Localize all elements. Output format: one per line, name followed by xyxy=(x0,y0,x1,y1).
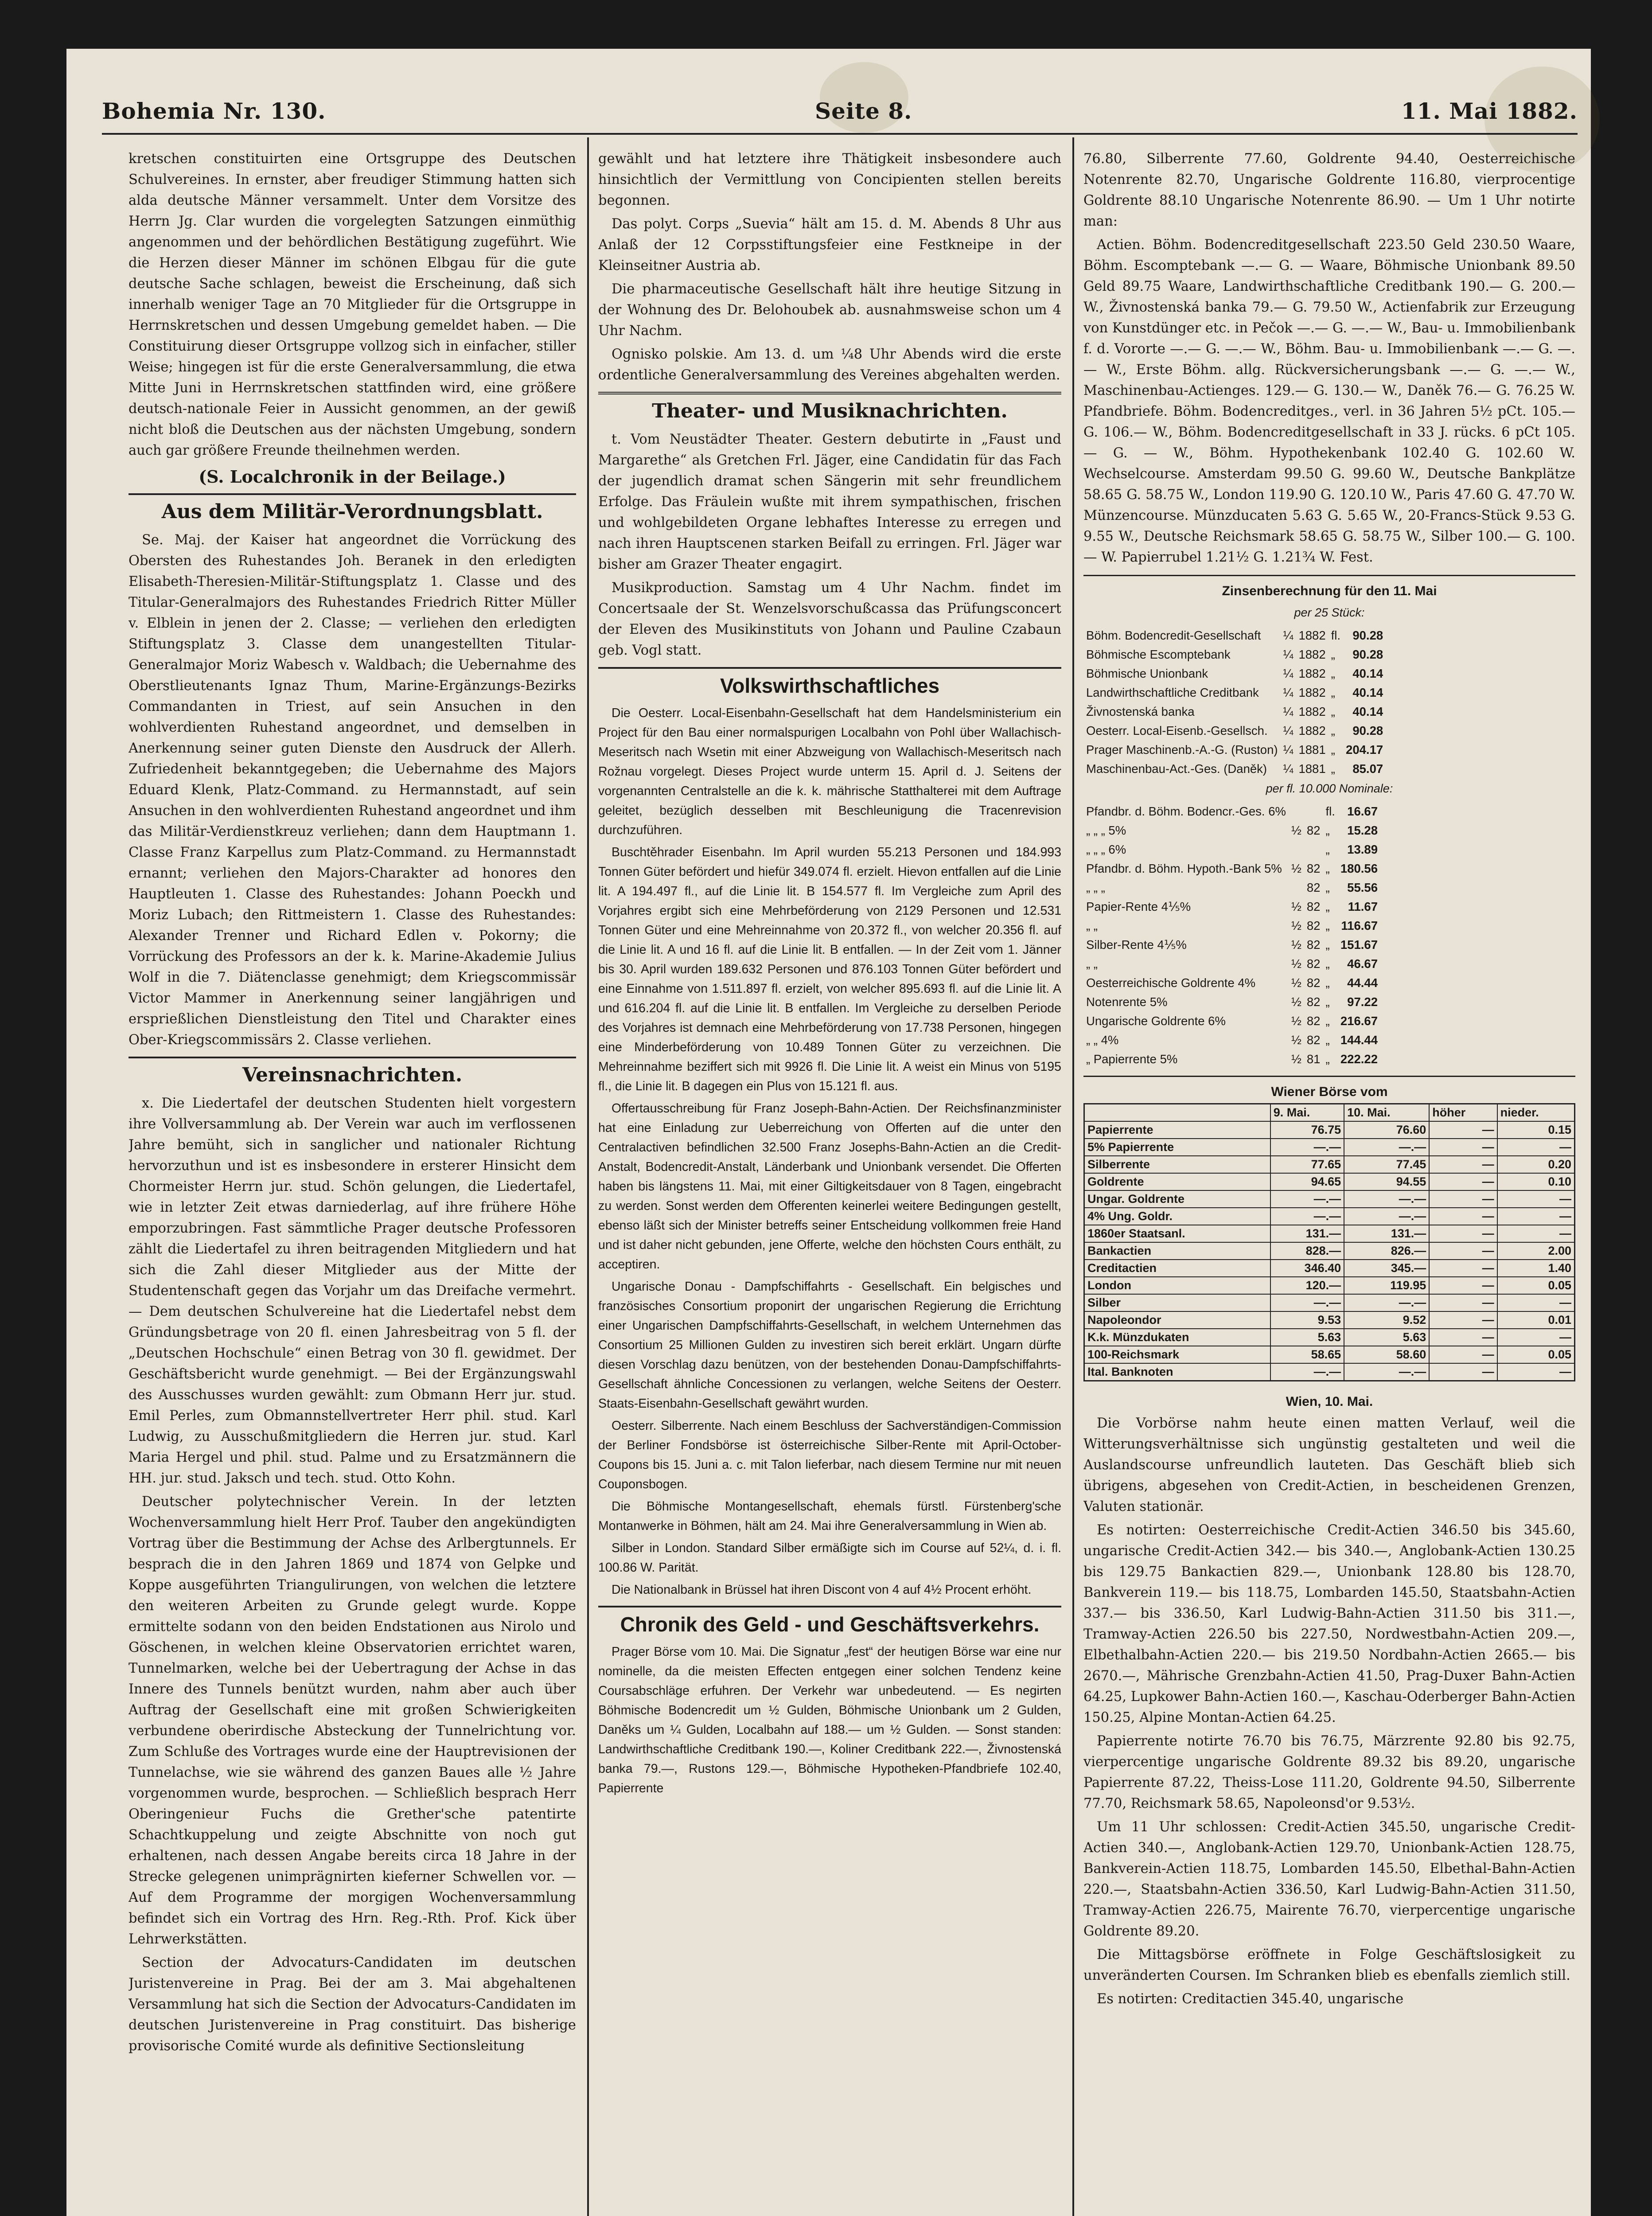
boerse-value: 94.65 xyxy=(1270,1173,1344,1190)
zinsen-value: 90.28 xyxy=(1352,648,1383,661)
boerse-value: —.— xyxy=(1344,1363,1429,1381)
zinsen-value: ½ xyxy=(1291,995,1301,1009)
boerse-value: 9.52 xyxy=(1344,1311,1429,1329)
section-heading-militaer: Aus dem Militär-Verordnungsblatt. xyxy=(129,493,576,524)
boerse-value: —.— xyxy=(1344,1190,1429,1208)
boerse-value: —.— xyxy=(1344,1139,1429,1156)
paragraph: Die Mittagsbörse eröffnete in Folge Geschäftslosigkeit zu unveränderten Coursen. Im Schranken blieb es ebenfalls ziemlich still. xyxy=(1083,1947,1575,1983)
boerse-value: — xyxy=(1497,1363,1575,1381)
zinsen-value: „ xyxy=(1325,995,1330,1009)
zinsen-value: 82 xyxy=(1306,862,1321,875)
boerse-row xyxy=(1084,1294,1575,1311)
zinsen-row xyxy=(1083,721,1386,740)
zinsen-value: ½ xyxy=(1291,1052,1301,1066)
paragraph: Buschtěhrader Eisenbahn. Im April wurden 55.213 Personen und 184.993 Tonnen Güter befördert und hiefür 349.074 fl. erzielt. Hievon entfallen auf die Linie lit. A 194.497 fl., auf die Linie lit. B 154.577 fl. Im Vergleiche zum April des Vorjahres ergibt sich eine Mehrbeförderung von 2129 Personen und 12.531 Tonnen Güter und eine Mehreinnahme von 20.372 fl., von welcher 20.356 fl. auf die Linie lit. A und 16 fl. auf die Linie lit. B entfallen. — In der Zeit vom 1. Jänner bis 30. April wurden 189.632 Personen und 876.103 Tonnen Güter befördert und eine Einnahme von 1.511.897 fl. erzielt, von welcher 895.693 fl. auf die Linie lit. A und 616.204 fl. auf die Linie lit. B entfallen. Im Vergleiche zu derselben Periode des Vorjahres ist demnach eine Mehrbeförderung von 17.738 Personen, hingegen eine Minderbeförderung von 10.489 Tonnen Güter zu verzeichnen. Die Mehreinnahme beziffert sich mit 9926 fl. Die Linie lit. A weist ein Minus von 5195 fl., die Linie lit. B dagegen ein Plus von 15.121 fl. aus. xyxy=(598,845,1061,1093)
paragraph: Die Vorbörse nahm heute einen matten Verlauf, weil die Witterungsverhältnisse sich ungünstig gestalteten und weil die Auslandscourse unfreundlich lauteten. Das Geschäft blieb sich übrigens, abgesehen von Credit-Actien, in bescheidenen Grenzen, Valuten stationär. xyxy=(1083,1416,1575,1514)
zinsen-value: 40.14 xyxy=(1352,667,1383,680)
boerse-value: 94.55 xyxy=(1344,1173,1429,1190)
paragraph: t. Vom Neustädter Theater. Gestern debutirte in „Faust und Margarethe“ als Gretchen Frl. Jäger, eine Candidatin für das Fach der jugendlich dramat schen Sängerin mit sehr freundlichem Erfolge. Das Fräulein wußte mit ihrem sympathischen, frischen und wohlgebildeten Organe lebhaftes Interesse zu erregen und nach ihren Hauptscenen starken Beifall zu erringen. Frl. Jäger war bisher am Grazer Theater engagirt. xyxy=(598,432,1061,572)
security-name: „ „ „ 5% xyxy=(1086,823,1126,837)
paragraph: Actien. Böhm. Bodencreditgesellschaft 223.50 Geld 230.50 Waare, Böhm. Escomptebank —.— G. — Waare, Böhmische Unionbank 89.50 Geld 89.75 Waare, Landwirthschaftliche Creditbank 190.— G. 200.— W., Živnostenská banka 79.— G. 79.50 W., Actienfabrik zur Erzeugung von Kunstdünger etc. in Pečok —.— G. —.— W., Bau- u. Immobilienbank f. d. Vororte —.— G. —.— W., Böhm. Bau- u. Immobilienbank —.— G. —.— W., Erste Böhm. allg. Rückversicherungsbank —.— G. —.— W., Maschinenbau-Actienges. 129.— G. 130.— W., Daněk 76.— G. 76.25 W. Pfandbriefe. Böhm. Bodencreditges., verl. in 36 Jahren 5½ pCt. 105.— G. 106.— W., Böhm. Bodencreditgesellschaft in 33 J. rücks. 6 pCt 105.— G. — W., Böhm. Hypothekenbank 102.40 G. 102.60 W. Wechselcourse. Amsterdam 99.50 G. 99.60 W., Deutsche Bankplätze 58.65 G. 58.75 W., London 119.90 G. 120.10 W., Paris 47.60 G. 47.70 W. Münzencourse. Münzducaten 5.63 G. 5.65 W., 20-Francs-Stück 9.53 G. 9.55 W., Deutsche Reichsmark 58.65 G. 58.75 W., Silber 100.— G. 100.— W. Papierrubel 1.21½ G. 1.21¾ W. Fest. xyxy=(1083,237,1575,565)
zinsen-value: „ xyxy=(1331,762,1335,776)
zinsen-value: ¼ xyxy=(1283,667,1294,680)
zinsen-value: „ xyxy=(1325,843,1330,856)
column-1 xyxy=(129,148,576,2216)
boerse-row xyxy=(1084,1277,1575,1294)
zinsen-value: 82 xyxy=(1306,957,1321,971)
zinsen-value: 15.28 xyxy=(1347,823,1378,837)
boerse-row xyxy=(1084,1225,1575,1242)
boerse-row xyxy=(1084,1156,1575,1173)
zinsen-value: „ xyxy=(1325,823,1330,837)
zinsen-row xyxy=(1083,935,1380,954)
security-name: Landwirthschaftliche Creditbank xyxy=(1086,686,1259,699)
security-name: Papier-Rente 4⅕% xyxy=(1086,900,1191,913)
zinsen-subtitle-2: per fl. 10.000 Nominale: xyxy=(1266,782,1393,795)
zinsen-row xyxy=(1083,1049,1380,1069)
boerse-security: London xyxy=(1084,1277,1270,1294)
boerse-security: K.k. Münzdukaten xyxy=(1084,1329,1270,1346)
boerse-header-cell: 9. Mai. xyxy=(1270,1104,1344,1122)
boerse-value: —.— xyxy=(1270,1190,1344,1208)
column-2 xyxy=(598,148,1061,2216)
boerse-value: 0.15 xyxy=(1497,1121,1575,1139)
zinsen-value xyxy=(1304,840,1323,859)
zinsen-row xyxy=(1083,1030,1380,1049)
boerse-value: 77.45 xyxy=(1344,1156,1429,1173)
zinsen-value: 85.07 xyxy=(1352,762,1383,776)
boerse-value: 120.— xyxy=(1270,1277,1344,1294)
header-date: 11. Mai 1882. xyxy=(1401,98,1578,124)
boerse-value: 131.— xyxy=(1344,1225,1429,1242)
zinsen-value: 82 xyxy=(1306,919,1321,932)
zinsen-value: 1882 xyxy=(1298,724,1326,737)
boerse-value: 76.75 xyxy=(1270,1121,1344,1139)
zinsen-value: 82 xyxy=(1306,1014,1321,1028)
security-name: Pfandbr. d. Böhm. Bodencr.-Ges. 6% xyxy=(1086,804,1286,818)
boerse-value: 76.60 xyxy=(1344,1121,1429,1139)
zinsen-value: fl. xyxy=(1331,628,1341,642)
zinsen-row xyxy=(1083,626,1386,645)
boerse-value: 5.63 xyxy=(1270,1329,1344,1346)
boerse-value: — xyxy=(1429,1294,1497,1311)
boerse-value: — xyxy=(1429,1329,1497,1346)
boerse-security: Goldrente xyxy=(1084,1173,1270,1190)
zinsen-value: ½ xyxy=(1291,1033,1301,1047)
security-name: „ „ xyxy=(1086,957,1098,971)
paragraph: Das polyt. Corps „Suevia“ hält am 15. d. M. Abends 8 Uhr aus Anlaß der 12 Corpsstiftungsfeier eine Festkneipe in der Kleinseitner Austria ab. xyxy=(598,216,1061,273)
zinsen-value: ½ xyxy=(1291,862,1301,875)
boerse-row xyxy=(1084,1363,1575,1381)
security-name: Böhmische Unionbank xyxy=(1086,667,1208,680)
boerse-row xyxy=(1084,1121,1575,1139)
zinsen-value: ½ xyxy=(1291,957,1301,971)
zinsen-value: 82 xyxy=(1306,995,1321,1009)
security-name: Böhm. Bodencredit-Gesellschaft xyxy=(1086,628,1261,642)
boerse-value: 0.05 xyxy=(1497,1346,1575,1363)
zinsen-value: „ xyxy=(1331,724,1335,737)
paragraph: 76.80, Silberrente 77.60, Goldrente 94.40, Oesterreichische Notenrente 82.70, Ungarische Goldrente 116.80, vierprocentige Goldrente 88.10 Ungarische Notenrente 86.90. — Um 1 Uhr notirte man: xyxy=(1083,151,1575,229)
paragraph: Papierrente notirte 76.70 bis 76.75, Märzrente 92.80 bis 92.75, vierpercentige ungarische Goldrente 89.32 bis 89.20, ungarische Papierrente 87.22, Theiss-Lose 111.20, Goldrente 94.50, Silberrente 77.70, Reichsmark 58.65, Napoleonsd'or 9.53½. xyxy=(1083,1733,1575,1811)
column-rule-1 xyxy=(587,137,589,2216)
zinsen-value: 46.67 xyxy=(1347,957,1378,971)
paragraph: Offertausschreibung für Franz Joseph-Bahn-Actien. Der Reichsfinanzminister hat eine Einladung zur Ueberreichung von Offerten auf die unter den Centralactiven befindlichen 32.500 Franz Josephs-Bahn-Actien an die Credit-Anstalt, Bodencredit-Anstalt, Länderbank und Unionbank versendet. Die Offerten haben bis längstens 11. Mai, mit einer Giltigkeitsdauer von 8 Tagen, eingebracht zu werden. Sonst werden dem Offerenten keinerlei weitere Bedingungen gestellt, ebenso läßt sich der Minister betreffs seiner Entscheidung vollkommen freie Hand und ist daher nicht gebunden, jene Offerte, welche den höchsten Cours enthält, zu acceptiren. xyxy=(598,1101,1061,1272)
zinsen-value: „ xyxy=(1325,862,1330,875)
zinsen-value: 82 xyxy=(1306,823,1321,837)
zinsen-value: ¼ xyxy=(1283,762,1294,776)
boerse-value: 58.65 xyxy=(1270,1346,1344,1363)
boerse-value: —.— xyxy=(1270,1208,1344,1225)
zinsen-value: 1882 xyxy=(1298,628,1326,642)
zinsen-value: 1882 xyxy=(1298,686,1326,699)
boerse-row xyxy=(1084,1311,1575,1329)
paragraph: Es notirten: Oesterreichische Credit-Actien 346.50 bis 345.60, ungarische Credit-Actien 342.— bis 340.—, Anglobank-Actien 130.25 bis 129.75 Bankactien 829.—, Unionbank 128.80 bis 128.70, Bankverein 119.— bis 118.75, Lombarden 145.50, Staatsbahn-Actien 337.— bis 336.50, Karl Ludwig-Bahn-Actien 311.50 bis 311.—, Tramway-Actien 226.50 bis 227.50, Nordwestbahn-Actien 209.—, Elbethalbahn-Actien 220.— bis 219.50 Nordbahn-Actien 2665.— bis 2670.—, Mährische Grenzbahn-Actien 41.50, Prag-Duxer Bahn-Actien 64.25, Lupkower Bahn-Actien 160.—, Kaschau-Oderberger Bahn-Actien 150.25, Alpine Montan-Actien 64.25. xyxy=(1083,1522,1575,1725)
zinsen-subtitle: per 25 Stück: xyxy=(1294,606,1365,619)
zinsen-value: 82 xyxy=(1306,881,1321,894)
zinsen-value: „ xyxy=(1325,1014,1330,1028)
boerse-security: Silberrente xyxy=(1084,1156,1270,1173)
zinsen-value: ½ xyxy=(1291,976,1301,990)
boerse-value: — xyxy=(1429,1190,1497,1208)
zinsen-value: 1881 xyxy=(1298,762,1326,776)
paragraph: x. Die Liedertafel der deutschen Studenten hielt vorgestern ihre Vollversammlung ab. Der Verein war auch im verflossenen Jahre bemüht, sich in sanglicher und nationaler Richtung hervorzuthun und ist es insbesondere in ersterer Hinsicht dem Chormeister Herrn jur. stud. Schön gelungen, die Liedertafel, wie in letzter Zeit etwas darniederlag, auf ihre frühere Höhe emporzubringen. Fast sämmtliche Prager deutsche Professoren zählt die Liedertafel zu ihren beitragenden Mitgliedern und hat sich die Zahl dieser Mitglieder aus der Mitte der Studentenschaft gegen das Vorjahr um das Dreifache vermehrt. — Dem deutschen Schulvereine hat die Liedertafel nebst dem Gründungsbetrage von 20 fl. einen Jahresbeitrag von 5 fl. der „Deutschen Hochschule“ einen Betrag von 30 fl. gewidmet. Der Geschäftsbericht wurde genehmigt. — Bei der Ergänzungswahl des Ausschusses wurden gewählt: zum Obmann Herr jur. stud. Emil Perles, zum Obmannstellvertreter Herr phil. stud. Karl Ludwig, zu Ausschußmitgliedern die Herren jur. stud. Karl Maria Hergel und phil. stud. Palme und zu Ersatzmännern die HH. jur. stud. Jaksch und tech. stud. Otto Kohn. xyxy=(129,1096,576,1486)
paragraph: Die pharmaceutische Gesellschaft hält ihre heutige Sitzung in der Wohnung des Dr. Belohoubek ab. ausnahmsweise schon um 4 Uhr Nachm. xyxy=(598,281,1061,339)
zinsen-value: ½ xyxy=(1291,823,1301,837)
security-name: „ „ xyxy=(1086,919,1098,932)
zinsen-row xyxy=(1083,702,1386,721)
zinsen-value: 204.17 xyxy=(1346,743,1383,757)
paragraph: Die Oesterr. Local-Eisenbahn-Gesellschaft hat dem Handelsministerium ein Project für den Bau einer normalspurigen Localbahn von Pohl über Wallachisch-Meseritsch nach Wsetin mit einer Abzweigung von Wallachisch-Meseritsch nach Rožnau vorgelegt. Dieses Project wurde unterm 15. April d. J. Seitens der vorgenannten Centralstelle an die k. k. mährische Statthalterei mit dem Auftrage geleitet, bezüglich desselben mit Beschleunigung die Tracenrevision durchzuführen. xyxy=(598,706,1061,837)
paragraph: Die Nationalbank in Brüssel hat ihren Discont von 4 auf 4½ Procent erhöht. xyxy=(612,1583,1032,1597)
security-name: Notenrente 5% xyxy=(1086,995,1168,1009)
zinsen-value: ¼ xyxy=(1283,743,1294,757)
section-heading-verein: Vereinsnachrichten. xyxy=(129,1057,576,1088)
zinsen-value: „ xyxy=(1325,881,1330,894)
column-rule-2 xyxy=(1072,137,1074,2216)
boerse-value: 828.— xyxy=(1270,1242,1344,1260)
zinsen-value: „ xyxy=(1331,667,1335,680)
zinsen-value: 90.28 xyxy=(1352,628,1383,642)
zinsen-value: 1882 xyxy=(1298,705,1326,718)
header-rule xyxy=(102,133,1578,135)
boerse-security: Ital. Banknoten xyxy=(1084,1363,1270,1381)
section-heading-theater: Theater- und Musiknachrichten. xyxy=(598,392,1061,424)
boerse-value: — xyxy=(1429,1208,1497,1225)
boerse-security: Silber xyxy=(1084,1294,1270,1311)
zinsen-row xyxy=(1083,973,1380,992)
zinsen-row xyxy=(1083,664,1386,683)
boerse-title: Wiener Börse vom xyxy=(1083,1076,1575,1102)
boerse-security: 1860er Staatsanl. xyxy=(1084,1225,1270,1242)
security-name: Oesterreichische Goldrente 4% xyxy=(1086,976,1256,990)
boerse-value: —.— xyxy=(1344,1208,1429,1225)
zinsen-value: 82 xyxy=(1306,1033,1321,1047)
paragraph: Prager Börse vom 10. Mai. Die Signatur „fest“ der heutigen Börse war eine nur nominelle, da die meisten Effecten entgegen einer solchen Tendenz keine Coursabschläge erfuhren. Der Verkehr war unbedeutend. — Es negirten Böhmische Bodencredit um ½ Gulden, Böhmische Unionbank um 2 Gulden, Daněks um ¼ Gulden, Localbahn auf 188.— um ½ Gulden. — Sonst standen: Landwirthschaftliche Creditbank 190.—, Koliner Creditbank 222.—, Živnostenská banka 79.—, Rustons 129.—, Böhmische Hypotheken-Pfandbriefe 102.40, Papierrente xyxy=(598,1645,1061,1795)
paragraph: Es notirten: Creditactien 345.40, ungarische xyxy=(1097,1991,1404,2007)
zinsen-row xyxy=(1083,992,1380,1011)
boerse-row xyxy=(1084,1190,1575,1208)
boerse-value: 5.63 xyxy=(1344,1329,1429,1346)
boerse-value: 77.65 xyxy=(1270,1156,1344,1173)
boerse-value: 826.— xyxy=(1344,1242,1429,1260)
boerse-value: 2.00 xyxy=(1497,1242,1575,1260)
boerse-row xyxy=(1084,1242,1575,1260)
security-name: Böhmische Escomptebank xyxy=(1086,648,1231,661)
zinsen-row xyxy=(1083,759,1386,778)
paragraph: Se. Maj. der Kaiser hat angeordnet die Vorrückung des Obersten des Ruhestandes Joh. Beranek in den erledigten Elisabeth-Theresien-Militär-Stiftungsplatz 1. Classe und des Titular-Generalmajors des Ruhestandes Friedrich Ritter Müller v. Elblein in jenen der 2. Classe; — verliehen den erledigten Stiftungsplatz 3. Classe dem unangestellten Titular-Generalmajor Moriz Wabesch v. Waldbach; die Uebernahme des Oberstlieutenants Ignaz Thum, Marine-Ergänzungs-Bezirks Commandanten in Triest, auf sein Ansuchen in den wohlverdienten Ruhestand angeordnet, und demselben in Anerkennung seiner guten Dienste den Ausdruck der Allerh. Zufriedenheit bekanntgegeben; die Uebernahme des Majors Eduard Klenk, Platz-Command. zu Hermannstadt, auf sein Ansuchen in den wohlverdienten Ruhestand angeordnet und ihm das Militär-Verdienstkreuz verliehen; dann dem Hauptmann 1. Classe Franz Karpellus zum Platz-Command. zu Hermannstadt ernannt; verliehen den Majors-Charakter ad honores den Hauptleuten 1. Classe des Ruhestandes: Johann Poeckh und Moriz Lubach; den Rittmeistern 1. Classe des Ruhestandes: Alexander Trenner und Richard Edlen v. Pokorny; die Vorrückung des Professors an der k. k. Marine-Akademie Julius Wolf in die 7. Diätenclasse genehmigt; dem Kriegscommissär Victor Mammer in Anerkennung seiner langjährigen und ersprießlichen Dienstleistung den Titel und Charakter eines Ober-Kriegscommissärs 2. Classe verliehen. xyxy=(129,532,576,1048)
zinsen-value: 11.67 xyxy=(1348,900,1378,913)
boerse-value: — xyxy=(1429,1225,1497,1242)
boerse-row xyxy=(1084,1139,1575,1156)
boerse-value: — xyxy=(1497,1208,1575,1225)
boerse-value: 0.05 xyxy=(1497,1277,1575,1294)
section-heading-volkswirthschaft: Volkswirthschaftliches xyxy=(598,667,1061,698)
boerse-value: —.— xyxy=(1270,1139,1344,1156)
zinsen-row xyxy=(1083,916,1380,935)
paragraph: Oesterr. Silberrente. Nach einem Beschluss der Sachverständigen-Commission der Berliner Fondsbörse ist österreichische Silber-Rente mit April-October-Coupons bis 15. Juni a. c. mit Talon lieferbar, nach diesem Termine nur mit neuen Couponsbogen. xyxy=(598,1419,1061,1491)
zinsen-value xyxy=(1289,802,1304,821)
paragraph: Um 11 Uhr schlossen: Credit-Actien 345.50, ungarische Credit-Actien 340.—, Anglobank-Actien 129.70, Unionbank-Actien 128.75, Bankverein-Actien 118.75, Lombarden 145.50, Elbethal-Bahn-Actien 220.—, Staatsbahn-Actien 336.50, Karl Ludwig-Bahn-Actien 311.50, Tramway-Actien 226.75, Mairente 76.70, vierpercentige ungarische Goldrente 89.20. xyxy=(1083,1819,1575,1939)
zinsen-value: ½ xyxy=(1291,1014,1301,1028)
zinsen-value: ¼ xyxy=(1283,648,1294,661)
zinsen-row xyxy=(1083,840,1380,859)
zinsen-value: 82 xyxy=(1306,938,1321,952)
zinsen-value: ½ xyxy=(1291,900,1301,913)
zinsen-value: „ xyxy=(1325,957,1330,971)
zinsen-row xyxy=(1083,740,1386,759)
boerse-row xyxy=(1084,1208,1575,1225)
zinsen-value: „ xyxy=(1331,648,1335,661)
boerse-value: — xyxy=(1429,1121,1497,1139)
zinsen-value: 90.28 xyxy=(1352,724,1383,737)
boerse-row xyxy=(1084,1173,1575,1190)
zinsen-row xyxy=(1083,683,1386,702)
boerse-value: — xyxy=(1429,1139,1497,1156)
paragraph: Die Böhmische Montangesellschaft, ehemals fürstl. Fürstenberg'sche Montanwerke in Böhmen, hält am 24. Mai ihre Generalversammlung in Wien ab. xyxy=(598,1499,1061,1533)
zinsen-value: ½ xyxy=(1291,938,1301,952)
zinsen-value: 81 xyxy=(1306,1052,1321,1066)
boerse-security: Napoleondor xyxy=(1084,1311,1270,1329)
zinsen-value xyxy=(1304,802,1323,821)
boerse-row xyxy=(1084,1260,1575,1277)
zinsen-value: „ xyxy=(1325,919,1330,932)
zinsen-value: 216.67 xyxy=(1340,1014,1378,1028)
zinsen-value: 1882 xyxy=(1298,648,1326,661)
zinsen-value: 16.67 xyxy=(1347,804,1378,818)
boerse-value: — xyxy=(1497,1139,1575,1156)
boerse-security: Ungar. Goldrente xyxy=(1084,1190,1270,1208)
boerse-value: 0.20 xyxy=(1497,1156,1575,1173)
boerse-value: 0.01 xyxy=(1497,1311,1575,1329)
header-page-number: Seite 8. xyxy=(814,98,912,124)
boerse-security: 4% Ung. Goldr. xyxy=(1084,1208,1270,1225)
zinsen-title: Zinsenberechnung für den 11. Mai xyxy=(1083,575,1575,601)
zinsen-value xyxy=(1289,878,1304,897)
boerse-value: — xyxy=(1429,1311,1497,1329)
boerse-value: 345.— xyxy=(1344,1260,1429,1277)
zinsen-value: 40.14 xyxy=(1352,686,1383,699)
security-name: Prager Maschinenb.-A.-G. (Ruston) xyxy=(1086,743,1278,757)
column-3 xyxy=(1083,148,1575,2216)
zinsen-row xyxy=(1083,821,1380,840)
boerse-value: — xyxy=(1497,1225,1575,1242)
page-header xyxy=(102,91,1578,131)
boerse-security: 100-Reichsmark xyxy=(1084,1346,1270,1363)
zinsen-value: „ xyxy=(1325,938,1330,952)
zinsen-value: 1882 xyxy=(1298,667,1326,680)
security-name: Maschinenbau-Act.-Ges. (Daněk) xyxy=(1086,762,1267,776)
zinsen-value: ¼ xyxy=(1283,724,1294,737)
zinsen-value: „ xyxy=(1325,1052,1330,1066)
zinsen-row xyxy=(1083,954,1380,973)
zinsen-value: ¼ xyxy=(1283,705,1294,718)
zinsen-table-2 xyxy=(1083,802,1380,1069)
zinsen-table xyxy=(1083,626,1386,778)
boerse-value: 346.40 xyxy=(1270,1260,1344,1277)
zinsen-row xyxy=(1083,645,1386,664)
zinsen-value: 180.56 xyxy=(1340,862,1378,875)
boerse-value: — xyxy=(1429,1277,1497,1294)
boerse-value: 9.53 xyxy=(1270,1311,1344,1329)
localchronik-note: (S. Localchronik in der Beilage.) xyxy=(199,467,506,487)
zinsen-row xyxy=(1083,802,1380,821)
zinsen-value: „ xyxy=(1325,900,1330,913)
boerse-value: — xyxy=(1497,1190,1575,1208)
wien-dateline: Wien, 10. Mai. xyxy=(1286,1394,1373,1409)
boerse-security: Papierrente xyxy=(1084,1121,1270,1139)
header-issue: Bohemia Nr. 130. xyxy=(102,98,326,124)
zinsen-value: 144.44 xyxy=(1340,1033,1378,1047)
paragraph: Deutscher polytechnischer Verein. In der letzten Wochenversammlung hielt Herr Prof. Tauber den angekündigten Vortrag über die Bestimmung der Achse des Arlbergtunnels. Er besprach die in den Jahren 1869 und 1874 von Gelpke und Koppe ausgeführten Triangulirungen, von welchen die letztere den weiteren Arbeiten zu Grunde gelegt wurde. Koppe ermittelte sodann von den beiden Endstationen aus Nirolo und Göschenen, in welchen kleine Observatorien errichtet waren, Tunnelmarken, welche bei der Uebertragung der Achse in das Innere des Tunnels benützt wurden, nahm aber auch über Auftrag der Gesellschaft eine mit großen Schwierigkeiten verbundene oberirdische Absteckung der Tunnelrichtung vor. Zum Schluße des Vortrages wurde eine der Hauptrevisionen der Tunnelachse, wie sie während des ganzen Baues alle ½ Jahre vorgenommen wurde, besprochen. — Schließlich besprach Herr Oberingenieur Fuchs die Grether'sche patentirte Schachtkuppelung und zeigte Abschnitte von noch gut erhaltenen, nach dessen Angabe bereits circa 18 Jahre in der Strecke gelegenen unimprägnirten kieferner Schwellen vor. — Auf dem Programme der morgigen Wochenversammlung befindet sich ein Vortrag des Hrn. Reg.-Rth. Prof. Kick über Lehrwerkstätten. xyxy=(129,1494,576,1947)
zinsen-value: „ xyxy=(1331,705,1335,718)
paragraph: Ognisko polskie. Am 13. d. um ¼8 Uhr Abends wird die erste ordentliche Generalversammlung des Vereines abgehalten werden. xyxy=(598,347,1061,383)
zinsen-value: 13.89 xyxy=(1347,843,1378,856)
boerse-value: 58.60 xyxy=(1344,1346,1429,1363)
boerse-security: Bankactien xyxy=(1084,1242,1270,1260)
paragraph: kretschen constituirten eine Ortsgruppe des Deutschen Schulvereines. In ernster, aber freudiger Stimmung hatten sich alda deutsche Männer versammelt. Unter dem Vorsitze des Herrn Jg. Clar wurden die vorgelegten Satzungen einmüthig angenommen und der behördlichen Bestätigung zugeführt. Wie die Herzen dieser Männer im schönen Elbgau für die gute deutsche Sache schlagen, beweist die Erscheinung, daß sich innerhalb weniger Tage an 70 Mitglieder für die Ortsgruppe in Herrnskretschen und dessen Umgebung gemeldet haben. — Die Constituirung dieser Ortsgruppe vollzog sich in einfacher, stiller Weise; hingegen ist für die erste Generalversammlung, die etwa Mitte Juni in Herrnskretschen stattfinden wird, eine größere deutsch-nationale Feier in Aussicht genommen, an der gewiß nicht bloß die Deutschen aus der nächsten Umgebung, sondern auch gar größere Freunde theilnehmen werden. xyxy=(129,151,576,458)
boerse-value: —.— xyxy=(1270,1294,1344,1311)
boerse-header-cell: 10. Mai. xyxy=(1344,1104,1429,1122)
zinsen-value: „ xyxy=(1331,743,1335,757)
paragraph: Section der Advocaturs-Candidaten im deutschen Juristenvereine in Prag. Bei der am 3. Mai abgehaltenen Versammlung hat sich die Section der Advocaturs-Candidaten im deutschen Juristenvereine in Prag constituirt. Das bisherige provisorische Comité wurde als definitive Sectionsleitung xyxy=(129,1955,576,2054)
zinsen-row xyxy=(1083,878,1380,897)
boerse-header-cell: höher xyxy=(1429,1104,1497,1122)
security-name: „ „ „ 6% xyxy=(1086,843,1126,856)
boerse-security: 5% Papierrente xyxy=(1084,1139,1270,1156)
security-name: Ungarische Goldrente 6% xyxy=(1086,1014,1226,1028)
zinsen-value: 116.67 xyxy=(1341,919,1378,932)
boerse-row xyxy=(1084,1346,1575,1363)
zinsen-value: 151.67 xyxy=(1340,938,1378,952)
boerse-value: 119.95 xyxy=(1344,1277,1429,1294)
paragraph: gewählt und hat letztere ihre Thätigkeit insbesondere auch hinsichtlich der Vermittlung von Concipienten stellen bereits begonnen. xyxy=(598,151,1061,208)
boerse-value: — xyxy=(1429,1156,1497,1173)
zinsen-value: ¼ xyxy=(1283,628,1294,642)
boerse-security: Creditactien xyxy=(1084,1260,1270,1277)
paragraph: Silber in London. Standard Silber ermäßigte sich im Course auf 52¼, d. i. fl. 100.86 W. Parität. xyxy=(598,1541,1061,1575)
boerse-value: — xyxy=(1429,1346,1497,1363)
zinsen-value: „ xyxy=(1331,686,1335,699)
boerse-value: —.— xyxy=(1270,1363,1344,1381)
boerse-value: — xyxy=(1429,1260,1497,1277)
boerse-value: —.— xyxy=(1344,1294,1429,1311)
zinsen-value: 1881 xyxy=(1298,743,1326,757)
zinsen-value: fl. xyxy=(1325,804,1335,818)
zinsen-value: ¼ xyxy=(1283,686,1294,699)
zinsen-value: 82 xyxy=(1306,900,1321,913)
boerse-row xyxy=(1084,1329,1575,1346)
boerse-header-cell xyxy=(1084,1104,1270,1122)
boerse-value: 0.10 xyxy=(1497,1173,1575,1190)
zinsen-value: 97.22 xyxy=(1347,995,1378,1009)
security-name: Silber-Rente 4⅕% xyxy=(1086,938,1187,952)
security-name: Živnostenská banka xyxy=(1086,705,1195,718)
boerse-value: — xyxy=(1429,1173,1497,1190)
zinsen-value: 55.56 xyxy=(1347,881,1378,894)
security-name: „ Papierrente 5% xyxy=(1086,1052,1178,1066)
zinsen-row xyxy=(1083,897,1380,916)
security-name: „ „ „ xyxy=(1086,881,1105,894)
boerse-header-cell: nieder. xyxy=(1497,1104,1575,1122)
zinsen-value: „ xyxy=(1325,976,1330,990)
zinsen-value: 82 xyxy=(1306,976,1321,990)
wiener-boerse-table xyxy=(1083,1103,1575,1381)
boerse-value: — xyxy=(1497,1294,1575,1311)
zinsen-value: 40.14 xyxy=(1352,705,1383,718)
zinsen-value: 44.44 xyxy=(1347,976,1378,990)
boerse-value: 1.40 xyxy=(1497,1260,1575,1277)
paragraph: Musikproduction. Samstag um 4 Uhr Nachm. findet im Concertsaale der St. Wenzelsvorschußcassa das Prüfungsconcert der Eleven des Musikinstituts von Johann und Pauline Czabaun geb. Vogl statt. xyxy=(598,580,1061,658)
security-name: Pfandbr. d. Böhm. Hypoth.-Bank 5% xyxy=(1086,862,1282,875)
zinsen-row xyxy=(1083,859,1380,878)
boerse-value: — xyxy=(1429,1363,1497,1381)
security-name: Oesterr. Local-Eisenb.-Gesellsch. xyxy=(1086,724,1268,737)
boerse-value: 131.— xyxy=(1270,1225,1344,1242)
zinsen-value: ½ xyxy=(1291,919,1301,932)
boerse-value: — xyxy=(1497,1329,1575,1346)
zinsen-value: 222.22 xyxy=(1340,1052,1378,1066)
security-name: „ „ 4% xyxy=(1086,1033,1119,1047)
boerse-value: — xyxy=(1429,1242,1497,1260)
zinsen-row xyxy=(1083,1011,1380,1030)
section-heading-chronik: Chronik des Geld - und Geschäftsverkehrs. xyxy=(598,1606,1061,1637)
paragraph: Ungarische Donau - Dampfschiffahrts - Gesellschaft. Ein belgisches und französisches Consortium proponirt der ungarischen Regierung die Errichtung einer Ungarischen Dampfschiffahrts-Gesellschaft, in welchem Unternehmen das Consortium 25 Millionen Gulden zu investiren sich bereit erklärt. Ungarn dürfte diesen Vorschlag dazu benützen, von der bestehenden Donau-Dampfschiffahrts-Gesellschaft ähnliche Concessionen zu verlangen, welche Seitens der Oesterr. Staats-Eisenbahn-Gesellschaft gewährt wurden. xyxy=(598,1280,1061,1411)
zinsen-value: „ xyxy=(1325,1033,1330,1047)
zinsen-value xyxy=(1289,840,1304,859)
